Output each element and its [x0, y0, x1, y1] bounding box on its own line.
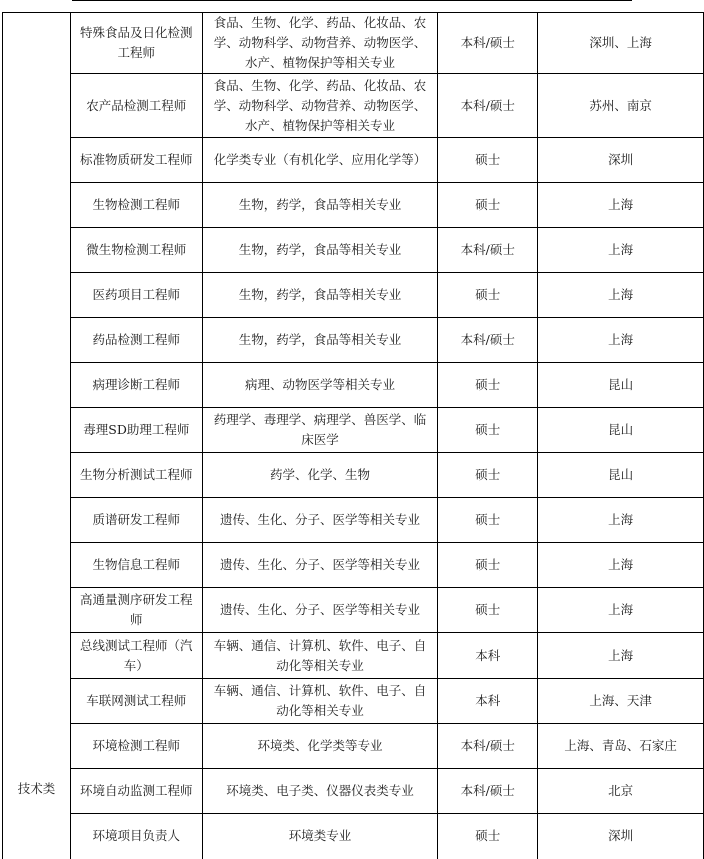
- location-cell: 上海: [538, 318, 704, 363]
- position-cell: 总线测试工程师（汽车）: [70, 633, 202, 679]
- position-cell: 质谱研发工程师: [70, 498, 202, 543]
- table-row: [3, 498, 704, 543]
- recruitment-table: [2, 12, 704, 859]
- table-row: [3, 138, 704, 183]
- major-cell: 食品、生物、化学、药品、化妆品、农学、动物科学、动物营养、动物医学、水产、植物保护等相关专业: [202, 13, 438, 74]
- major-cell: 遗传、生化、分子、医学等相关专业: [202, 498, 438, 543]
- table-row: [3, 13, 704, 74]
- degree-cell: 硕士: [438, 453, 538, 498]
- degree-cell: 硕士: [438, 138, 538, 183]
- major-cell: 药学、化学、生物: [202, 453, 438, 498]
- location-cell: 深圳、上海: [538, 13, 704, 74]
- location-cell: 昆山: [538, 453, 704, 498]
- position-cell: 微生物检测工程师: [70, 228, 202, 273]
- table-row: [3, 273, 704, 318]
- location-cell: 上海: [538, 228, 704, 273]
- major-cell: 化学类专业（有机化学、应用化学等）: [202, 138, 438, 183]
- major-cell: 生物，药学，食品等相关专业: [202, 318, 438, 363]
- degree-cell: 本科/硕士: [438, 74, 538, 138]
- location-cell: 北京: [538, 769, 704, 814]
- location-cell: 上海: [538, 183, 704, 228]
- position-cell: 生物检测工程师: [70, 183, 202, 228]
- degree-cell: 硕士: [438, 543, 538, 588]
- location-cell: 昆山: [538, 363, 704, 408]
- degree-cell: 本科: [438, 679, 538, 724]
- table-row: [3, 228, 704, 273]
- major-cell: 车辆、通信、计算机、软件、电子、自动化等相关专业: [202, 633, 438, 679]
- degree-cell: 本科/硕士: [438, 769, 538, 814]
- degree-cell: 硕士: [438, 363, 538, 408]
- degree-cell: 本科/硕士: [438, 228, 538, 273]
- table-row: [3, 543, 704, 588]
- table-row: [3, 769, 704, 814]
- position-cell: 农产品检测工程师: [70, 74, 202, 138]
- position-cell: 病理诊断工程师: [70, 363, 202, 408]
- location-cell: 深圳: [538, 138, 704, 183]
- degree-cell: 硕士: [438, 273, 538, 318]
- location-cell: 上海: [538, 273, 704, 318]
- table-row: [3, 453, 704, 498]
- position-cell: 特殊食品及日化检测工程师: [70, 13, 202, 74]
- table-row: [3, 408, 704, 453]
- degree-cell: 硕士: [438, 814, 538, 859]
- major-cell: 药理学、毒理学、病理学、兽医学、临床医学: [202, 408, 438, 453]
- degree-cell: 硕士: [438, 183, 538, 228]
- major-cell: 遗传、生化、分子、医学等相关专业: [202, 588, 438, 633]
- major-cell: 环境类专业: [202, 814, 438, 859]
- location-cell: 上海: [538, 498, 704, 543]
- location-cell: 上海、天津: [538, 679, 704, 724]
- location-cell: 苏州、南京: [538, 74, 704, 138]
- location-cell: 深圳: [538, 814, 704, 859]
- degree-cell: 硕士: [438, 408, 538, 453]
- position-cell: 生物信息工程师: [70, 543, 202, 588]
- table-row: [3, 724, 704, 769]
- table-row: [3, 814, 704, 859]
- position-cell: 车联网测试工程师: [70, 679, 202, 724]
- location-cell: 昆山: [538, 408, 704, 453]
- major-cell: 环境类、化学类等专业: [202, 724, 438, 769]
- table-body: [3, 13, 704, 859]
- degree-cell: 本科/硕士: [438, 318, 538, 363]
- location-cell: 上海、青岛、石家庄: [538, 724, 704, 769]
- table-row: [3, 679, 704, 724]
- degree-cell: 本科/硕士: [438, 13, 538, 74]
- major-cell: 病理、动物医学等相关专业: [202, 363, 438, 408]
- major-cell: 生物，药学，食品等相关专业: [202, 273, 438, 318]
- degree-cell: 硕士: [438, 498, 538, 543]
- major-cell: 生物，药学，食品等相关专业: [202, 228, 438, 273]
- major-cell: 食品、生物、化学、药品、化妆品、农学、动物科学、动物营养、动物医学、水产、植物保护等相关专业: [202, 74, 438, 138]
- table-row: [3, 633, 704, 679]
- category-cell: 技术类: [3, 13, 71, 859]
- position-cell: 医药项目工程师: [70, 273, 202, 318]
- degree-cell: 本科: [438, 633, 538, 679]
- degree-cell: 硕士: [438, 588, 538, 633]
- major-cell: 生物，药学，食品等相关专业: [202, 183, 438, 228]
- position-cell: 环境检测工程师: [70, 724, 202, 769]
- position-cell: 毒理SD助理工程师: [70, 408, 202, 453]
- table-row: [3, 74, 704, 138]
- table-row: [3, 318, 704, 363]
- position-cell: 环境项目负责人: [70, 814, 202, 859]
- table-row: [3, 183, 704, 228]
- position-cell: 药品检测工程师: [70, 318, 202, 363]
- major-cell: 车辆、通信、计算机、软件、电子、自动化等相关专业: [202, 679, 438, 724]
- major-cell: 遗传、生化、分子、医学等相关专业: [202, 543, 438, 588]
- location-cell: 上海: [538, 633, 704, 679]
- major-cell: 环境类、电子类、仪器仪表类专业: [202, 769, 438, 814]
- position-cell: 高通量测序研发工程师: [70, 588, 202, 633]
- position-cell: 环境自动监测工程师: [70, 769, 202, 814]
- position-cell: 生物分析测试工程师: [70, 453, 202, 498]
- table-row: [3, 363, 704, 408]
- table-row: [3, 588, 704, 633]
- position-cell: 标准物质研发工程师: [70, 138, 202, 183]
- degree-cell: 本科/硕士: [438, 724, 538, 769]
- location-cell: 上海: [538, 588, 704, 633]
- location-cell: 上海: [538, 543, 704, 588]
- top-rule: [72, 0, 632, 1]
